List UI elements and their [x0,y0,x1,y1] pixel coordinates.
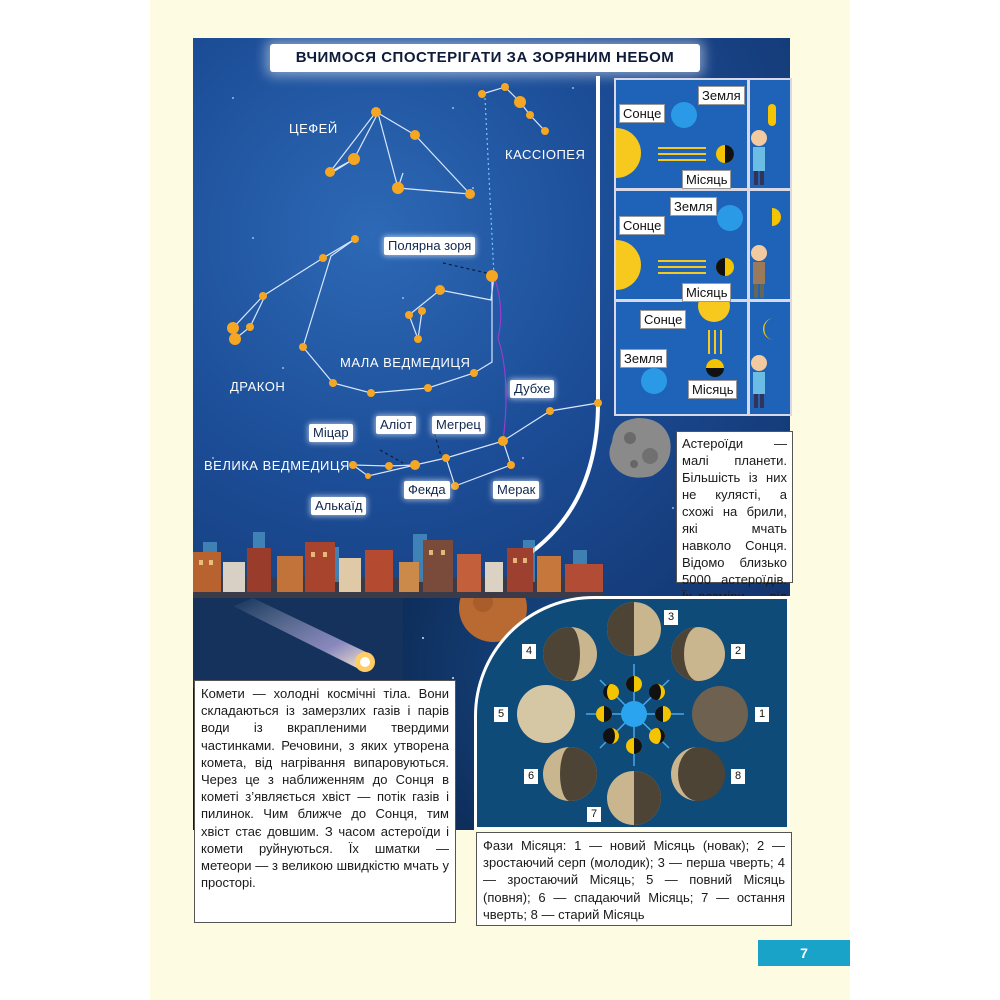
label-polaris: Полярна зоря [384,237,475,255]
city-skyline-image [193,522,603,598]
panel-2-moon-label: Місяць [682,283,731,302]
phase-number-4: 4 [522,644,536,659]
label-phecda: Фекда [404,481,450,499]
label-ursa-major: ВЕЛИКА ВЕДМЕДИЦЯ [204,458,350,473]
phase-number-7: 7 [587,807,601,822]
label-dubhe: Дубхе [510,380,554,398]
moon-phases-svg [474,596,790,830]
label-alkaid: Алькаїд [311,497,366,515]
phase-number-1: 1 [755,707,769,722]
panel-1-moon-label: Місяць [682,170,731,189]
comets-textbox: Комети — холодні космічні тіла. Вони складаються із замерзлих газів і парів води із вкрапленими твердими частинками. Речовини, з яких утворена комета, від нагрівання випаровуються. Через це з наближенням до Сонця в кометі з’являється хвіст — потік газів і пилинок. Чим ближче до Сонця, тим хвіст стає довшим. З часом астероїди і комети руйнуються. Їх шматки — метеори — з великою швидкістю мчать у просторі. [194,680,456,923]
asteroid-image [604,412,676,484]
label-merak: Мерак [493,481,539,499]
asteroids-textbox: Астероїди — малі планети. Більшість із них не кулясті, а схожі на брили, які мчать навколо Сонця. Відомо близько 5000 астероїдів. [676,431,793,583]
phase-number-3: 3 [664,610,678,625]
moon-phases-diagram [474,596,790,830]
panel-2-earth-label: Земля [670,197,717,216]
label-megrez: Мегрец [432,416,485,434]
panel-1-sun-label: Сонце [619,104,665,123]
label-cassiopeia: КАССІОПЕЯ [505,147,586,162]
page-number: 7 [758,940,850,966]
panel-3-earth-label: Земля [620,349,667,368]
label-mizar: Міцар [309,424,353,442]
phases-textbox: Фази Місяця: 1 — новий Місяць (новак); 2 — зростаючий серп (молодик); 3 — перша чверть; 4 — зростаючий Місяць; 5 — повний Місяць (повня); 6 — спадаючий Місяць; 7 — остання чверть; 8 — старий Місяць [476,832,792,926]
label-ursa-minor: МАЛА ВЕДМЕДИЦЯ [340,355,471,370]
label-alioth: Аліот [376,416,416,434]
page-title: ВЧИМОСЯ СПОСТЕРІГАТИ ЗА ЗОРЯНИМ НЕБОМ [270,44,700,72]
panel-3-moon-label: Місяць [688,380,737,399]
phase-number-5: 5 [494,707,508,722]
panel-1-earth-label: Земля [698,86,745,105]
panel-2-sun-label: Сонце [619,216,665,235]
phase-number-8: 8 [731,769,745,784]
phase-number-2: 2 [731,644,745,659]
panel-3-sun-label: Сонце [640,310,686,329]
label-draco: ДРАКОН [230,379,286,394]
phase-number-6: 6 [524,769,538,784]
label-cepheus: ЦЕФЕЙ [289,121,338,136]
